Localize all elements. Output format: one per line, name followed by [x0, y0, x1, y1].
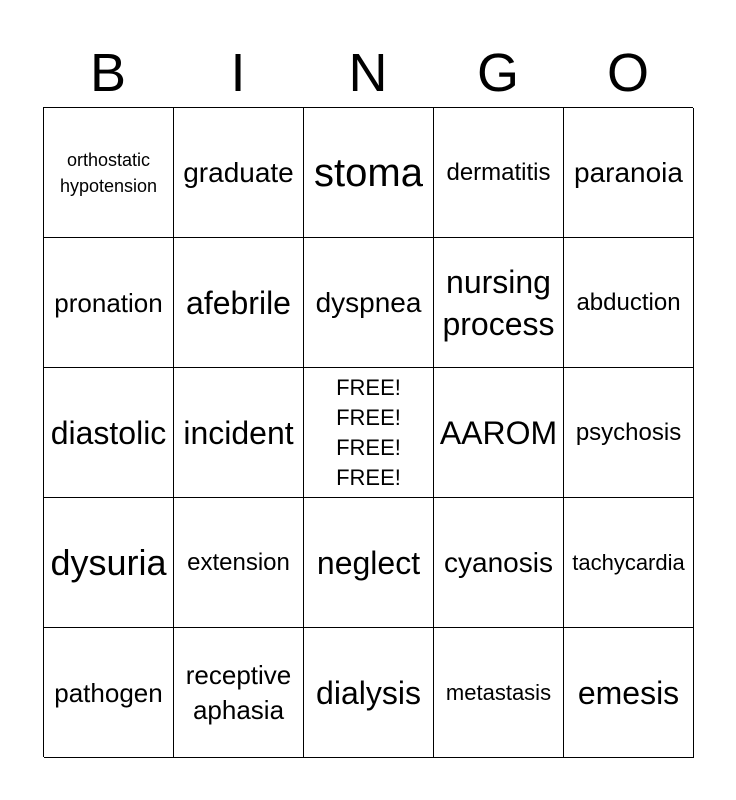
- header-letter-n: N: [348, 43, 388, 103]
- bingo-cell[interactable]: nursing process: [434, 238, 564, 368]
- bingo-cell[interactable]: AAROM: [434, 368, 564, 498]
- bingo-cell[interactable]: cyanosis: [434, 498, 564, 628]
- bingo-cell[interactable]: abduction: [564, 238, 694, 368]
- bingo-cell[interactable]: psychosis: [564, 368, 694, 498]
- bingo-cell[interactable]: incident: [174, 368, 304, 498]
- header-letter-b: B: [89, 43, 127, 103]
- bingo-cell[interactable]: dialysis: [304, 628, 434, 758]
- bingo-cell[interactable]: extension: [174, 498, 304, 628]
- bingo-cell[interactable]: emesis: [564, 628, 694, 758]
- bingo-cell[interactable]: paranoia: [564, 108, 694, 238]
- header-letter-i: I: [230, 43, 246, 103]
- bingo-cell[interactable]: pathogen: [44, 628, 174, 758]
- bingo-cell[interactable]: pronation: [44, 238, 174, 368]
- header-letter-o: O: [606, 43, 649, 103]
- bingo-cell[interactable]: metastasis: [434, 628, 564, 758]
- bingo-cell[interactable]: graduate: [174, 108, 304, 238]
- bingo-cell[interactable]: dysuria: [44, 498, 174, 628]
- bingo-cell[interactable]: stoma: [304, 108, 434, 238]
- bingo-cell[interactable]: afebrile: [174, 238, 304, 368]
- bingo-cell[interactable]: orthostatic hypotension: [44, 108, 174, 238]
- bingo-grid: [43, 107, 693, 757]
- bingo-cell[interactable]: dyspnea: [304, 238, 434, 368]
- header-letter-g: G: [476, 43, 519, 103]
- bingo-cell[interactable]: receptive aphasia: [174, 628, 304, 758]
- bingo-cell[interactable]: diastolic: [44, 368, 174, 498]
- bingo-cell[interactable]: dermatitis: [434, 108, 564, 238]
- free-space-cell[interactable]: FREE! FREE! FREE! FREE!: [304, 368, 434, 498]
- bingo-cell[interactable]: neglect: [304, 498, 434, 628]
- bingo-cell[interactable]: tachycardia: [564, 498, 694, 628]
- bingo-header: [43, 40, 693, 106]
